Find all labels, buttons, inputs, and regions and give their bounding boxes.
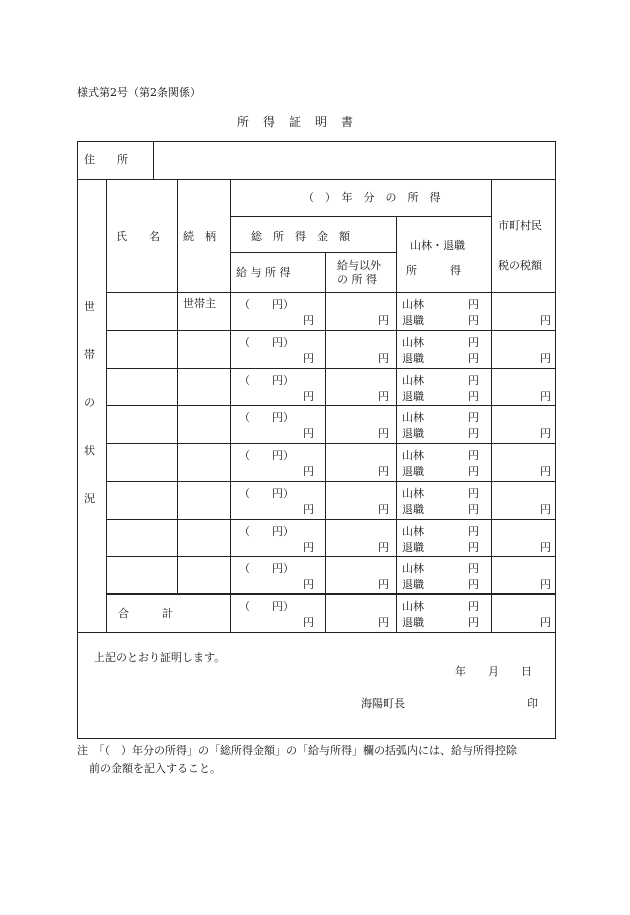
retire-yen: 円 [468, 352, 479, 365]
mountain-label: 山林 [402, 336, 424, 349]
salary-yen: 円 [303, 390, 314, 403]
mountain-retire-header: 山林・退職 [410, 239, 465, 252]
retire-label: 退職 [402, 427, 424, 440]
non-salary-yen: 円 [378, 465, 389, 478]
municipal-tax-yen: 円 [540, 503, 551, 516]
mountain-yen: 円 [468, 374, 479, 387]
total-income-header: 総 所 得 金 額 [251, 230, 350, 243]
mountain-label: 山林 [402, 298, 424, 311]
retire-label: 退職 [402, 503, 424, 516]
municipal-tax-yen: 円 [540, 390, 551, 403]
relation-header: 続 柄 [183, 230, 216, 243]
non-salary-yen: 円 [378, 616, 389, 629]
mountain-yen: 円 [468, 487, 479, 500]
municipal-tax-yen: 円 [540, 541, 551, 554]
retire-yen: 円 [468, 541, 479, 554]
mountain-label: 山林 [402, 487, 424, 500]
mountain-label: 山林 [402, 449, 424, 462]
salary-paren-yen: （ 円） [239, 449, 294, 462]
non-salary-header-1: 給与以外 [337, 259, 381, 272]
note-line-1: 注 「（ ）年分の所得」の「総所得金額」の「給与所得」欄の括弧内には、給与所得控除 [77, 744, 517, 757]
retire-label: 退職 [402, 352, 424, 365]
salary-paren-yen: （ 円） [239, 374, 294, 387]
year-income-header: （ ） 年 分 の 所 得 [303, 191, 441, 204]
head-of-household: 世帯主 [183, 297, 216, 310]
mountain-label: 山林 [402, 600, 424, 613]
mountain-label: 山林 [402, 525, 424, 538]
municipal-tax-header-1: 市町村民 [498, 219, 542, 232]
retire-yen: 円 [468, 390, 479, 403]
municipal-tax-yen: 円 [540, 314, 551, 327]
non-salary-yen: 円 [378, 541, 389, 554]
non-salary-yen: 円 [378, 390, 389, 403]
mountain-yen: 円 [468, 411, 479, 424]
salary-income-header: 給 与 所 得 [236, 266, 291, 279]
salary-paren-yen: （ 円） [239, 600, 294, 613]
mountain-retire-sub-header: 所 得 [406, 264, 461, 277]
mountain-label: 山林 [402, 411, 424, 424]
total-label: 合 計 [118, 607, 173, 620]
seal-text: 印 [527, 697, 538, 710]
retire-yen: 円 [468, 314, 479, 327]
non-salary-yen: 円 [378, 427, 389, 440]
mountain-yen: 円 [468, 600, 479, 613]
salary-yen: 円 [303, 578, 314, 591]
salary-yen: 円 [303, 503, 314, 516]
salary-yen: 円 [303, 314, 314, 327]
retire-yen: 円 [468, 465, 479, 478]
salary-yen: 円 [303, 465, 314, 478]
form-label: 様式第2号（第2条関係） [77, 86, 201, 99]
salary-paren-yen: （ 円） [239, 411, 294, 424]
retire-yen: 円 [468, 427, 479, 440]
salary-paren-yen: （ 円） [239, 525, 294, 538]
retire-label: 退職 [402, 616, 424, 629]
retire-label: 退職 [402, 390, 424, 403]
retire-label: 退職 [402, 314, 424, 327]
municipal-tax-yen: 円 [540, 465, 551, 478]
salary-yen: 円 [303, 427, 314, 440]
retire-yen: 円 [468, 578, 479, 591]
retire-yen: 円 [468, 616, 479, 629]
municipal-tax-yen: 円 [540, 352, 551, 365]
non-salary-yen: 円 [378, 314, 389, 327]
non-salary-yen: 円 [378, 503, 389, 516]
municipal-tax-header-2: 税の税額 [498, 259, 542, 272]
municipal-tax-yen: 円 [540, 578, 551, 591]
salary-paren-yen: （ 円） [239, 298, 294, 311]
non-salary-yen: 円 [378, 578, 389, 591]
address-label: 住 所 [84, 153, 128, 166]
retire-label: 退職 [402, 578, 424, 591]
mountain-label: 山林 [402, 374, 424, 387]
salary-yen: 円 [303, 541, 314, 554]
retire-label: 退職 [402, 465, 424, 478]
mountain-yen: 円 [468, 449, 479, 462]
certify-text: 上記のとおり証明します。 [94, 651, 226, 664]
mountain-yen: 円 [468, 336, 479, 349]
non-salary-yen: 円 [378, 352, 389, 365]
mountain-yen: 円 [468, 525, 479, 538]
municipal-tax-yen: 円 [540, 616, 551, 629]
mountain-yen: 円 [468, 562, 479, 575]
mountain-label: 山林 [402, 562, 424, 575]
salary-yen: 円 [303, 616, 314, 629]
name-header: 氏 名 [116, 230, 160, 243]
municipal-tax-yen: 円 [540, 427, 551, 440]
date-text: 年 月 日 [455, 665, 532, 678]
non-salary-header-2: の 所 得 [337, 273, 377, 286]
note-line-2: 前の金額を記入すること。 [89, 762, 221, 775]
retire-label: 退職 [402, 541, 424, 554]
mayor-text: 海陽町長 [361, 697, 405, 710]
page-title: 所 得 証 明 書 [237, 115, 355, 129]
mountain-yen: 円 [468, 298, 479, 311]
salary-paren-yen: （ 円） [239, 562, 294, 575]
retire-yen: 円 [468, 503, 479, 516]
salary-paren-yen: （ 円） [239, 487, 294, 500]
household-status-label: 世 帯 の 状 況 [84, 300, 95, 505]
salary-yen: 円 [303, 352, 314, 365]
salary-paren-yen: （ 円） [239, 336, 294, 349]
